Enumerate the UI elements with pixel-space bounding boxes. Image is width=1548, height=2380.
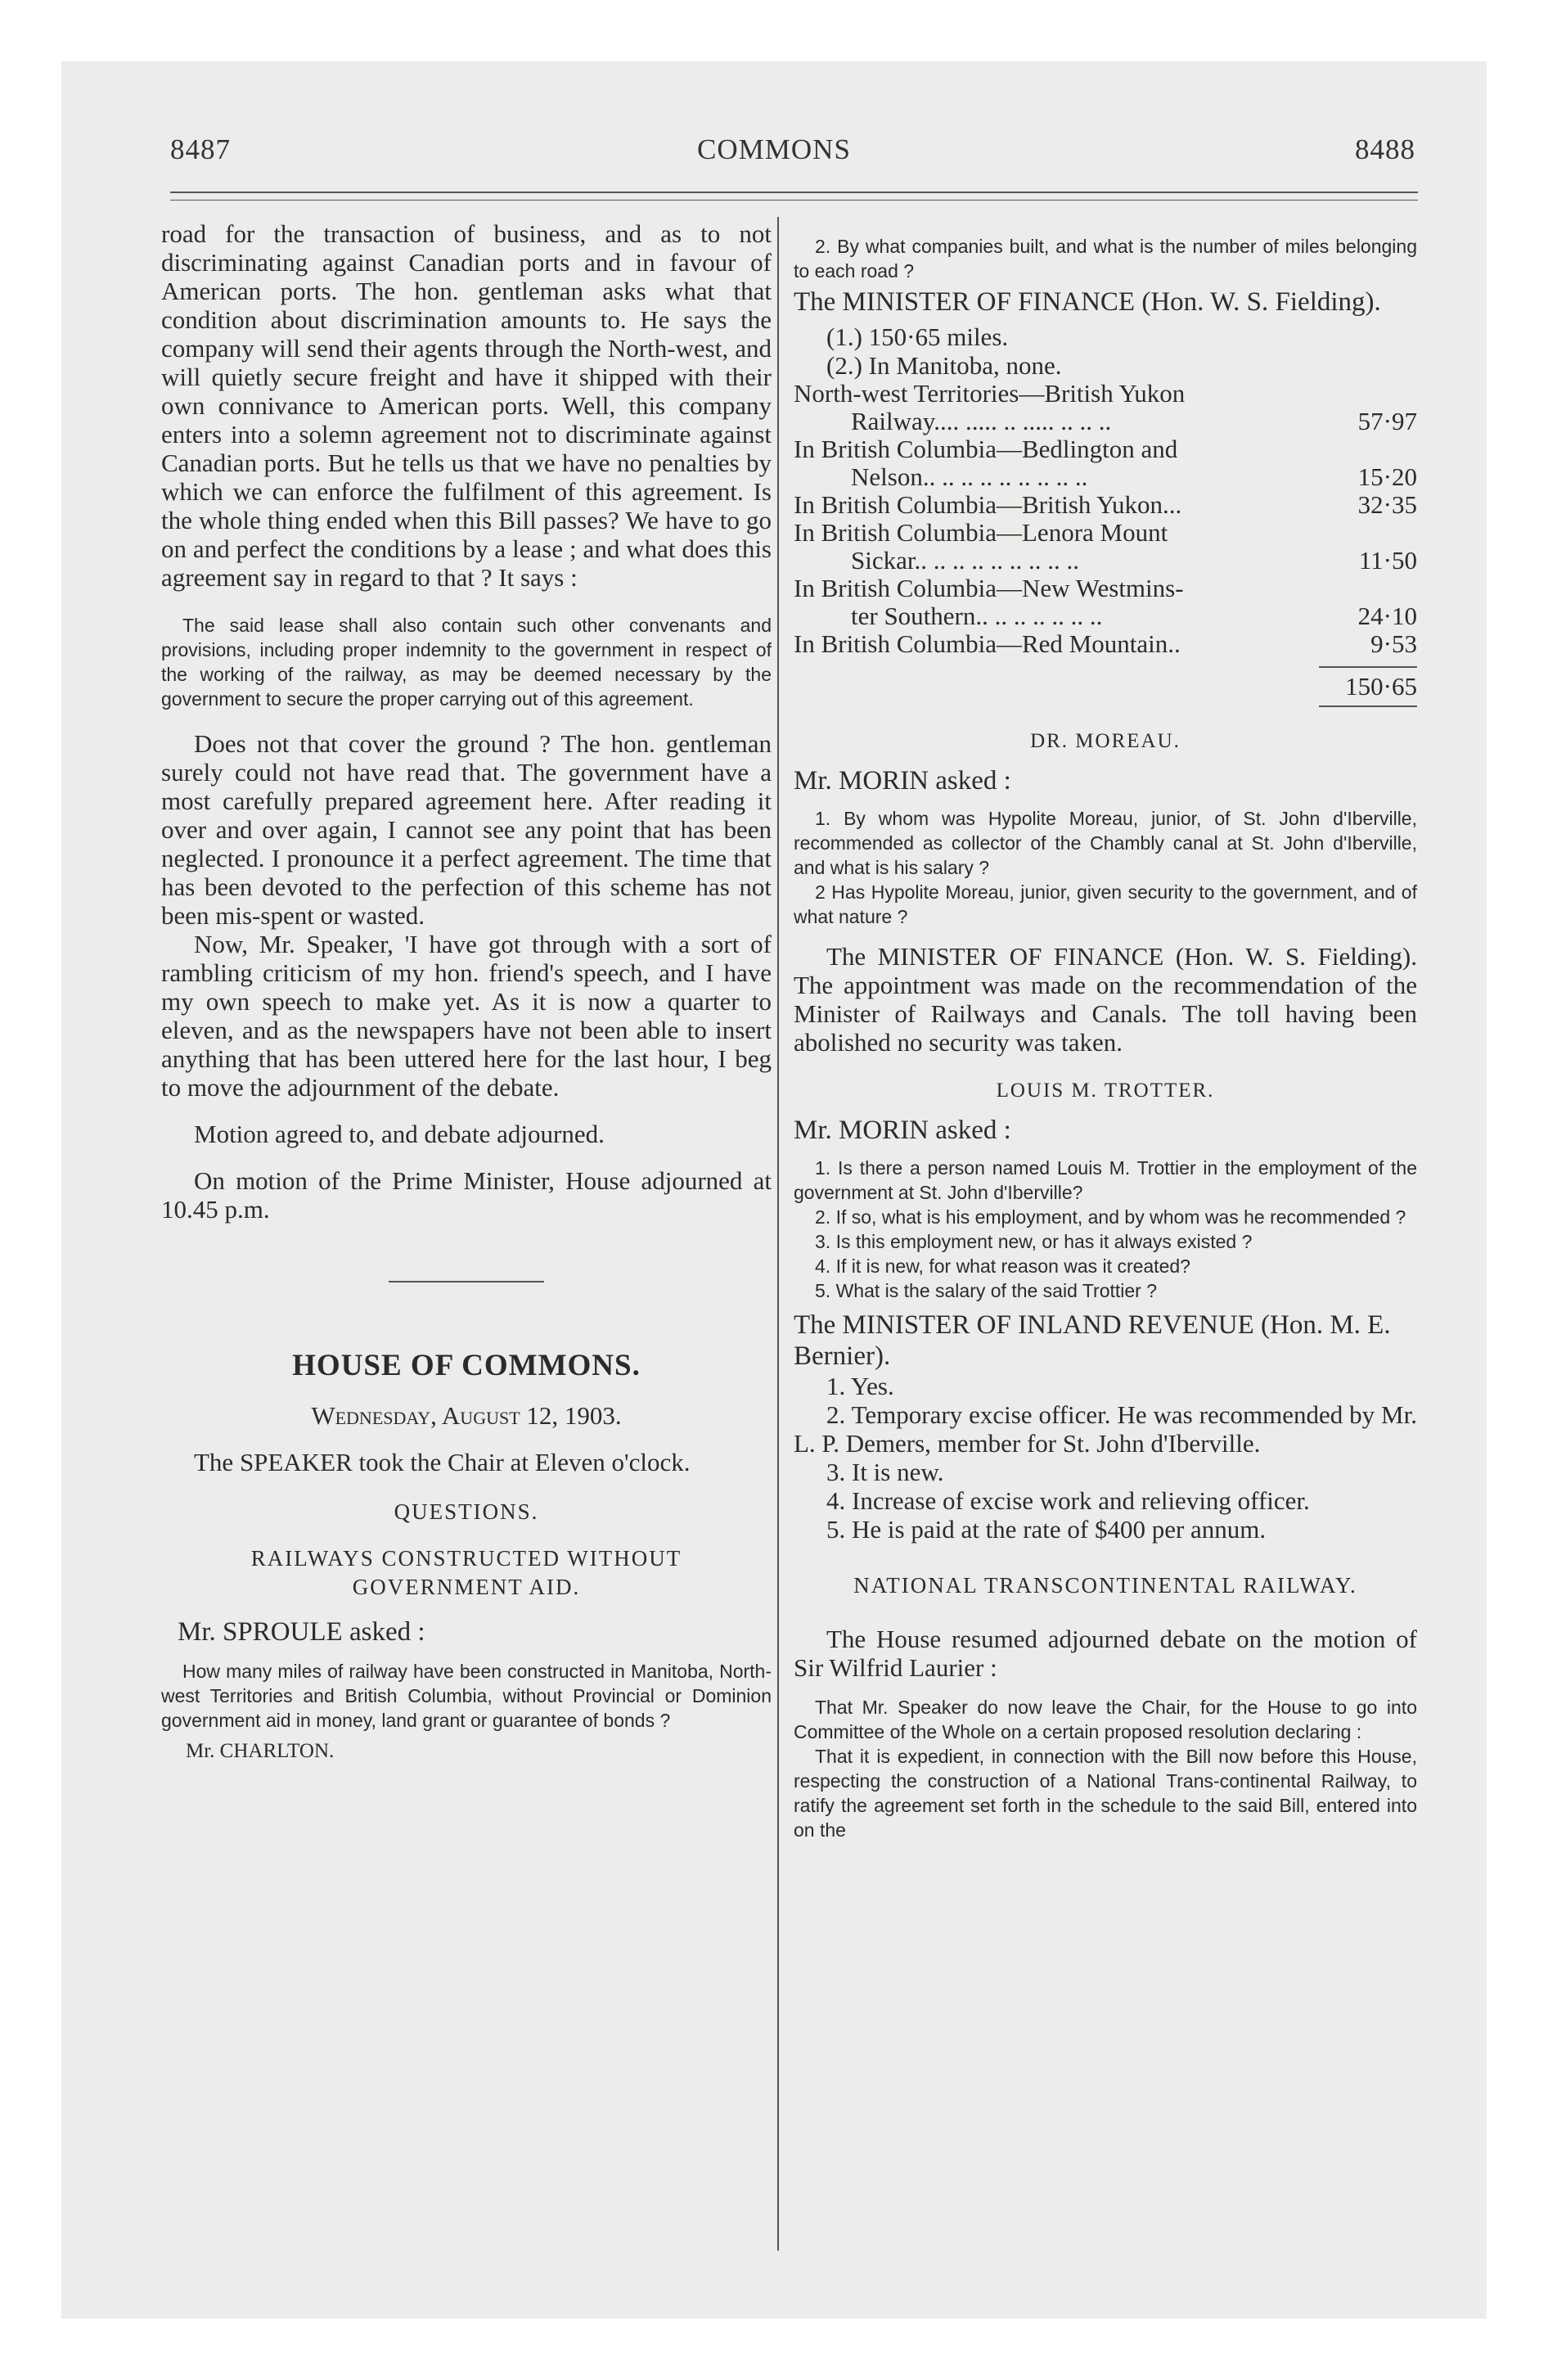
table-row-label: In British Columbia—Lenora Mount [794,518,1168,547]
answer-paragraph: The MINISTER OF FINANCE (Hon. W. S. Fielding). The appointment was made on the recommendation of the Minister of Railways and Canals. The toll having been abolished no security was taken. [794,942,1417,1057]
answer-line: 3. It is new. [826,1458,944,1486]
answer-line: (1.) 150·65 miles. [826,322,1009,351]
column-divider [777,217,779,2251]
answer-line: 1. Yes. [826,1372,894,1400]
table-row-label: In British Columbia—New Westmins- [794,574,1184,602]
table-row-value: 24·10 [1357,602,1417,630]
table-row-continuation: Nelson.. .. .. .. .. .. .. .. .. [851,462,1088,491]
page-number-right: 8488 [1355,133,1415,165]
speaker-line: The MINISTER OF FINANCE (Hon. W. S. Fielding). [794,287,1381,317]
question-text: How many miles of railway have been constructed in Manitoba, North-west Territories and British Columbia, without Provincial or Dominion government aid in money, land grant or guarantee of bonds ? [161,1661,772,1731]
table-row-continuation: ter Southern.. .. .. .. .. .. .. [851,602,1103,630]
table-row-label: In British Columbia—Bedlington and [794,435,1178,463]
answer-line: 4. Increase of excise work and relieving officer. [826,1486,1310,1515]
paragraph: On motion of the Prime Minister, House adjourned at 10.45 p.m. [161,1166,772,1224]
moreau-heading: DR. MOREAU. [1030,730,1181,752]
table-row-continuation: Railway.... ..... .. ..... .. .. .. [851,407,1112,435]
table-row-label: North-west Territories—British Yukon [794,379,1186,408]
table-row-value: 11·50 [1358,546,1417,575]
speaker-line: Mr. MORIN asked : [794,1116,1011,1145]
total-rule [1319,666,1417,668]
mileage-table [794,380,1417,658]
questions-heading: QUESTIONS. [394,1499,539,1524]
table-row [794,408,1417,435]
railways-heading: RAILWAYS CONSTRUCTED WITHOUT GOVERNMENT AID. [250,1546,682,1599]
motion-text: That it is expedient, in connection with the Bill now before this House, respecting the construction of a National Trans-continental Railway, to ratify the agreement set forth in the schedule to the said Bill, entered into on the [794,1746,1417,1841]
speaker-line: The MINISTER OF INLAND REVENUE (Hon. M. E. Bernier). [794,1310,1391,1371]
answer-line: 5. He is paid at the rate of $400 per annum. [826,1515,1267,1544]
speaker-line: Mr. SPROULE asked : [178,1617,425,1647]
table-row [794,491,1417,519]
total-value: 150·65 [1345,672,1417,701]
paragraph: The House resumed adjourned debate on the motion of Sir Wilfrid Laurier : [794,1625,1417,1682]
running-title: COMMONS [697,133,851,165]
ntr-heading: NATIONAL TRANSCONTINENTAL RAILWAY. [853,1573,1357,1598]
speaker-line: Mr. CHARLTON. [186,1740,335,1762]
question-text: 4. If it is new, for what reason was it created? [815,1255,1190,1277]
table-row [794,602,1417,630]
page-number-left: 8487 [170,133,231,165]
question-text: 5. What is the salary of the said Trottier ? [815,1280,1158,1301]
question-text: 2 Has Hypolite Moreau, junior, given security to the government, and of what nature ? [794,881,1417,927]
table-row-label: In British Columbia—British Yukon... [794,490,1182,519]
table-row-value: 57·97 [1357,407,1417,435]
section-rule [389,1281,544,1282]
table-row [794,547,1417,575]
header-rule [170,192,1418,193]
quoted-clause: The said lease shall also contain such other convenants and provisions, including proper indemnity to the government in respect of the working of the railway, as may be deemed necessary by the government to secure the proper carrying out of this agreement. [161,615,772,710]
date-line: Wednesday, August 12, 1903. [311,1401,622,1430]
trotter-heading: LOUIS M. TROTTER. [996,1080,1215,1102]
right-column [794,219,1417,1842]
question-text: 2. By what companies built, and what is the number of miles belonging to each road ? [794,236,1417,282]
paragraph: road for the transaction of business, and as to not discriminating against Canadian ports and in favour of American ports. The hon. gentleman asks what that condition about discrimination amounts to. He says the company will send their agents through the North-west, and will quietly secure freight and have it shipped with their own connivance to American ports. Well, this company enters into a solemn agreement not to discriminate against Canadian ports. But he tells us that we have no penalties by which we can enforce the fulfilment of this agreement. Is the whole thing ended when this Bill passes? We have to go on and perfect the conditions by a lease ; and what does this agreement say in regard to that ? It says : [161,219,772,592]
answer-line: (2.) In Manitoba, none. [826,351,1062,380]
paragraph: The SPEAKER took the Chair at Eleven o'clock. [194,1448,691,1476]
table-row-label: In British Columbia—Red Mountain.. [794,629,1181,658]
left-column [161,219,772,1764]
table-row-continuation: Sickar.. .. .. .. .. .. .. .. .. [851,546,1079,575]
question-text: 3. Is this employment new, or has it always existed ? [815,1231,1253,1252]
speaker-line: Mr. MORIN asked : [794,766,1011,796]
paragraph: Does not that cover the ground ? The hon. gentleman surely could not have read that. The government have a most carefully prepared agreement here. After reading it over and over again, I cannot see any point that has been neglected. I pronounce it a perfect agreement. The time that has been devoted to the perfection of this scheme has not been mis-spent or wasted. [161,729,772,930]
house-heading: HOUSE OF COMMONS. [292,1349,641,1382]
table-row-value: 32·35 [1357,490,1417,519]
answer-line: 2. Temporary excise officer. He was recommended by Mr. L. P. Demers, member for St. John d'Iberville. [794,1400,1417,1458]
table-row-value: 15·20 [1357,462,1417,491]
table-row-value: 9·53 [1370,629,1417,658]
motion-text: That Mr. Speaker do now leave the Chair, for the House to go into Committee of the Whole on a certain proposed resolution declaring : [794,1697,1417,1742]
question-text: 1. Is there a person named Louis M. Trottier in the employment of the government at St. John d'Iberville? [794,1157,1417,1203]
header-rule-thin [170,200,1418,201]
question-text: 2. If so, what is his employment, and by whom was he recommended ? [815,1206,1406,1228]
question-text: 1. By whom was Hypolite Moreau, junior, of St. John d'Iberville, recommended as collector of the Chambly canal at St. John d'Iberville, and what is his salary ? [794,808,1417,878]
table-row [794,463,1417,491]
paragraph: Now, Mr. Speaker, 'I have got through with a sort of rambling criticism of my hon. friend's speech, and I have my own speech to make yet. As it is now a quarter to eleven, and as the newspapers have not been able to insert anything that has been uttered here for the last hour, I beg to move the adjournment of the debate. [161,930,772,1102]
total-rule [1319,705,1417,707]
paragraph: Motion agreed to, and debate adjourned. [194,1120,605,1148]
table-row [794,630,1417,658]
